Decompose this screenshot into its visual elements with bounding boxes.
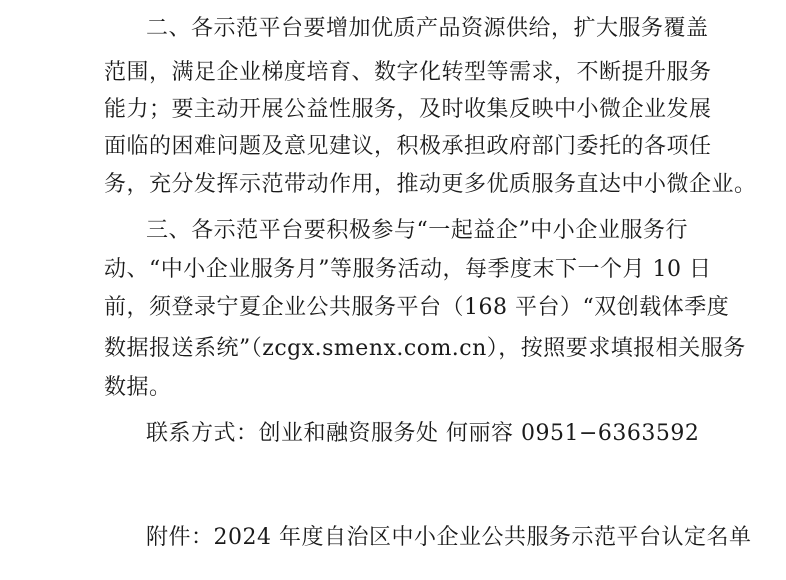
paragraph-two-line-4: 面临的困难问题及意见建议，积极承担政府部门委托的各项任 <box>104 134 712 159</box>
paragraph-three-line-3: 前，须登录宁夏企业公共服务平台（168 平台）“双创载体季度 <box>104 295 730 320</box>
paragraph-two-line-2: 范围，满足企业梯度培育、数字化转型等需求，不断提升服务 <box>104 60 712 85</box>
paragraph-two-line-5: 务，充分发挥示范带动作用，推动更多优质服务直达中小微企业。 <box>104 172 757 197</box>
attachment-line: 附件：2024 年度自治区中小企业公共服务示范平台认定名单 <box>146 525 752 550</box>
paragraph-three-line-1: 三、各示范平台要积极参与“一起益企”中小企业服务行 <box>146 218 688 243</box>
contact-line: 联系方式：创业和融资服务处 何丽容 0951−6363592 <box>146 421 700 446</box>
paragraph-three-line-2: 动、“中小企业服务月”等服务活动，每季度末下一个月 10 日 <box>104 257 712 282</box>
paragraph-two-line-3: 能力；要主动开展公益性服务，及时收集反映中小微企业发展 <box>104 97 712 122</box>
paragraph-two-line-1: 二、各示范平台要增加优质产品资源供给，扩大服务覆盖 <box>146 16 709 41</box>
paragraph-three-line-5: 数据。 <box>104 375 172 400</box>
paragraph-three-line-4: 数据报送系统”（zcgx.smenx.com.cn），按照要求填报相关服务 <box>104 336 746 361</box>
